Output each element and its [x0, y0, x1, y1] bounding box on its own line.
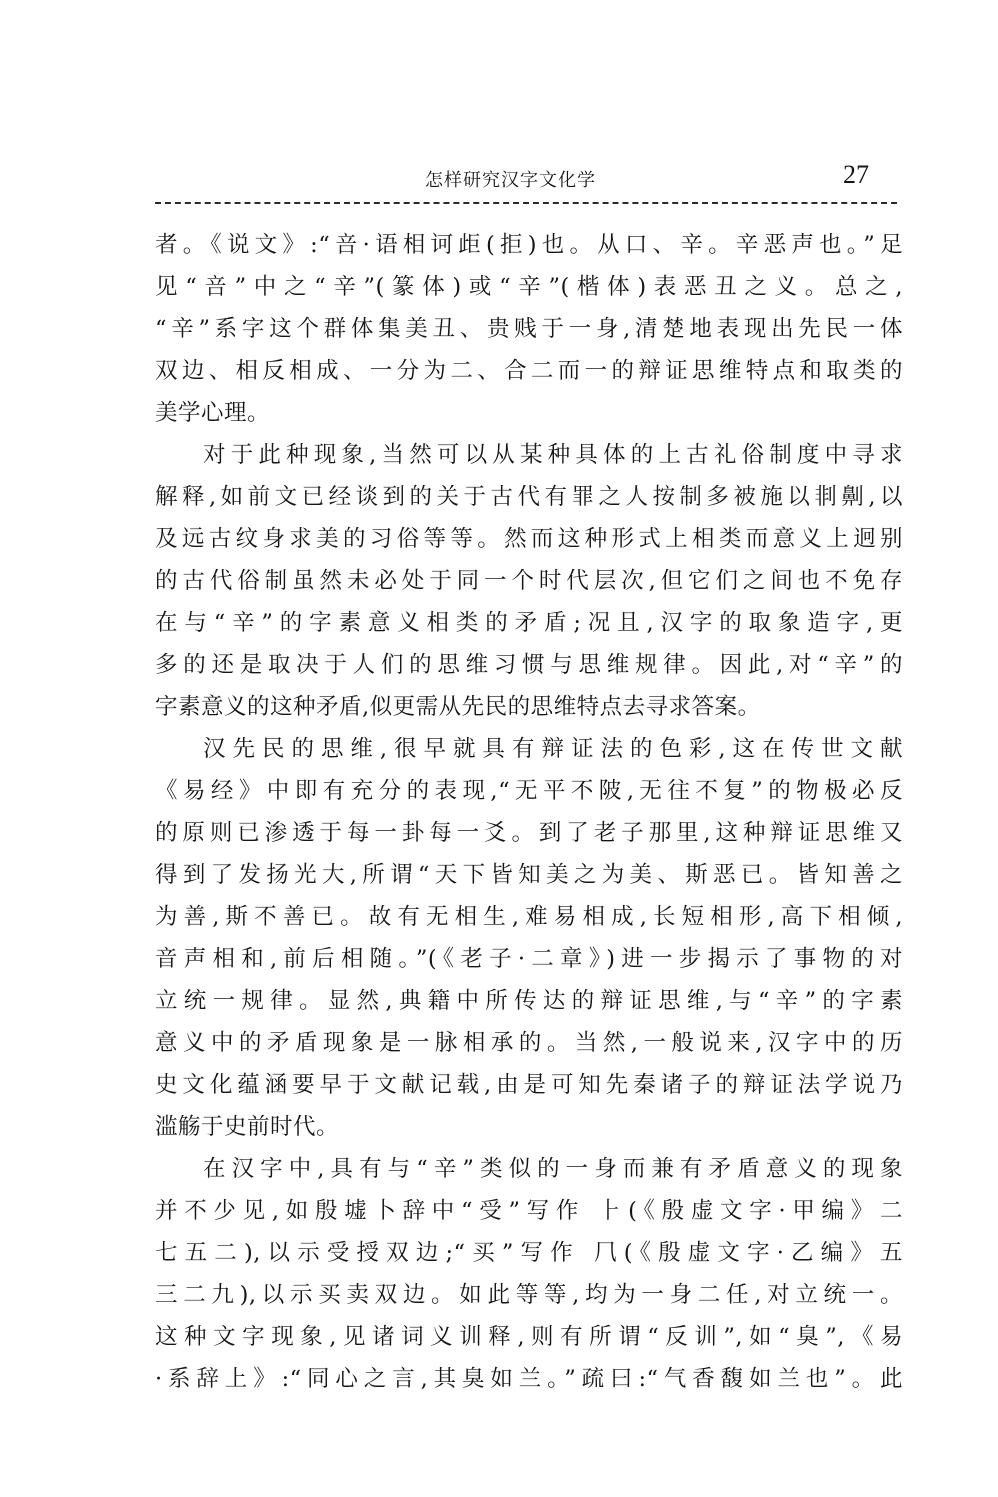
text-line: 在与“辛”的字素意义相类的矛盾;况且,汉字的取象造字,更: [155, 610, 903, 636]
text-line: ·系辞上》:“同心之言,其臭如兰。”疏曰:“气香馥如兰也”。此: [155, 1366, 903, 1392]
text-line: 在汉字中,具有与“辛”类似的一身而兼有矛盾意义的现象: [203, 1156, 903, 1182]
text-line: 音声相和,前后相随。”(《老子·二章》)进一步揭示了事物的对: [155, 946, 903, 972]
text-line: 史文化蕴涵要早于文献记载,由是可知先秦诸子的辩证法学说乃: [155, 1072, 903, 1098]
text-line: 的原则已渗透于每一卦每一爻。到了老子那里,这种辩证思维又: [155, 820, 903, 846]
text-line: 意义中的矛盾现象是一脉相承的。当然,一般说来,汉字中的历: [155, 1030, 903, 1056]
text-line: 见“咅”中之“辛”(篆体)或“辛”(楷体)表恶丑之义。总之,: [155, 274, 903, 300]
text-line: 多的还是取决于人们的思维习惯与思维规律。因此,对“辛”的: [155, 652, 903, 678]
text-line: 滥觞于史前时代。: [155, 1114, 340, 1140]
text-line: 《易经》中即有充分的表现,“无平不陂,无往不复”的物极必反: [155, 778, 903, 804]
running-header: [155, 160, 895, 196]
text-line: 及远古纹身求美的习俗等等。然而这种形式上相类而意义上迥别: [155, 526, 903, 552]
body-text: [155, 224, 903, 1400]
text-line: 并不少见,如殷墟卜辞中“受”写作 ⺊(《殷虚文字·甲编》二: [155, 1198, 903, 1224]
header-rule: [155, 202, 897, 204]
text-line: 得到了发扬光大,所谓“天下皆知美之为美、斯恶已。皆知善之: [155, 862, 903, 888]
text-line: 双边、相反相成、一分为二、合二而一的辩证思维特点和取类的: [155, 358, 903, 384]
text-line: 对于此种现象,当然可以从某种具体的上古礼俗制度中寻求: [203, 442, 903, 468]
text-line: 立统一规律。显然,典籍中所传达的辩证思维,与“辛”的字素: [155, 988, 903, 1014]
text-line: “辛”系字这个群体集美丑、贵贱于一身,清楚地表现出先民一体: [155, 316, 903, 342]
text-line: 的古代俗制虽然未必处于同一个时代层次,但它们之间也不免存: [155, 568, 903, 594]
page-number: 27: [843, 160, 869, 189]
text-line: 三二九),以示买卖双边。如此等等,均为一身二任,对立统一。: [155, 1282, 903, 1308]
text-line: 七五二),以示受授双边;“买”写作 ⺇(《殷虚文字·乙编》五: [155, 1240, 903, 1266]
text-line: 者。《说文》:“咅·语相诃歫(拒)也。从口、辛。辛恶声也。”足: [155, 232, 903, 258]
text-line: 字素意义的这种矛盾,似更需从先民的思维特点去寻求答案。: [155, 694, 761, 720]
text-line: 这种文字现象,见诸词义训释,则有所谓“反训”,如“臭”,《易: [155, 1324, 903, 1350]
text-line: 汉先民的思维,很早就具有辩证法的色彩,这在传世文献: [203, 736, 903, 762]
text-line: 为善,斯不善已。故有无相生,难易相成,长短相形,高下相倾,: [155, 904, 903, 930]
running-title: 怎样研究汉字文化学: [425, 170, 596, 191]
text-line: 美学心理。: [155, 400, 271, 426]
text-line: 解释,如前文已经谈到的关于古代有罪之人按制多被施以剕劓,以: [155, 484, 903, 510]
